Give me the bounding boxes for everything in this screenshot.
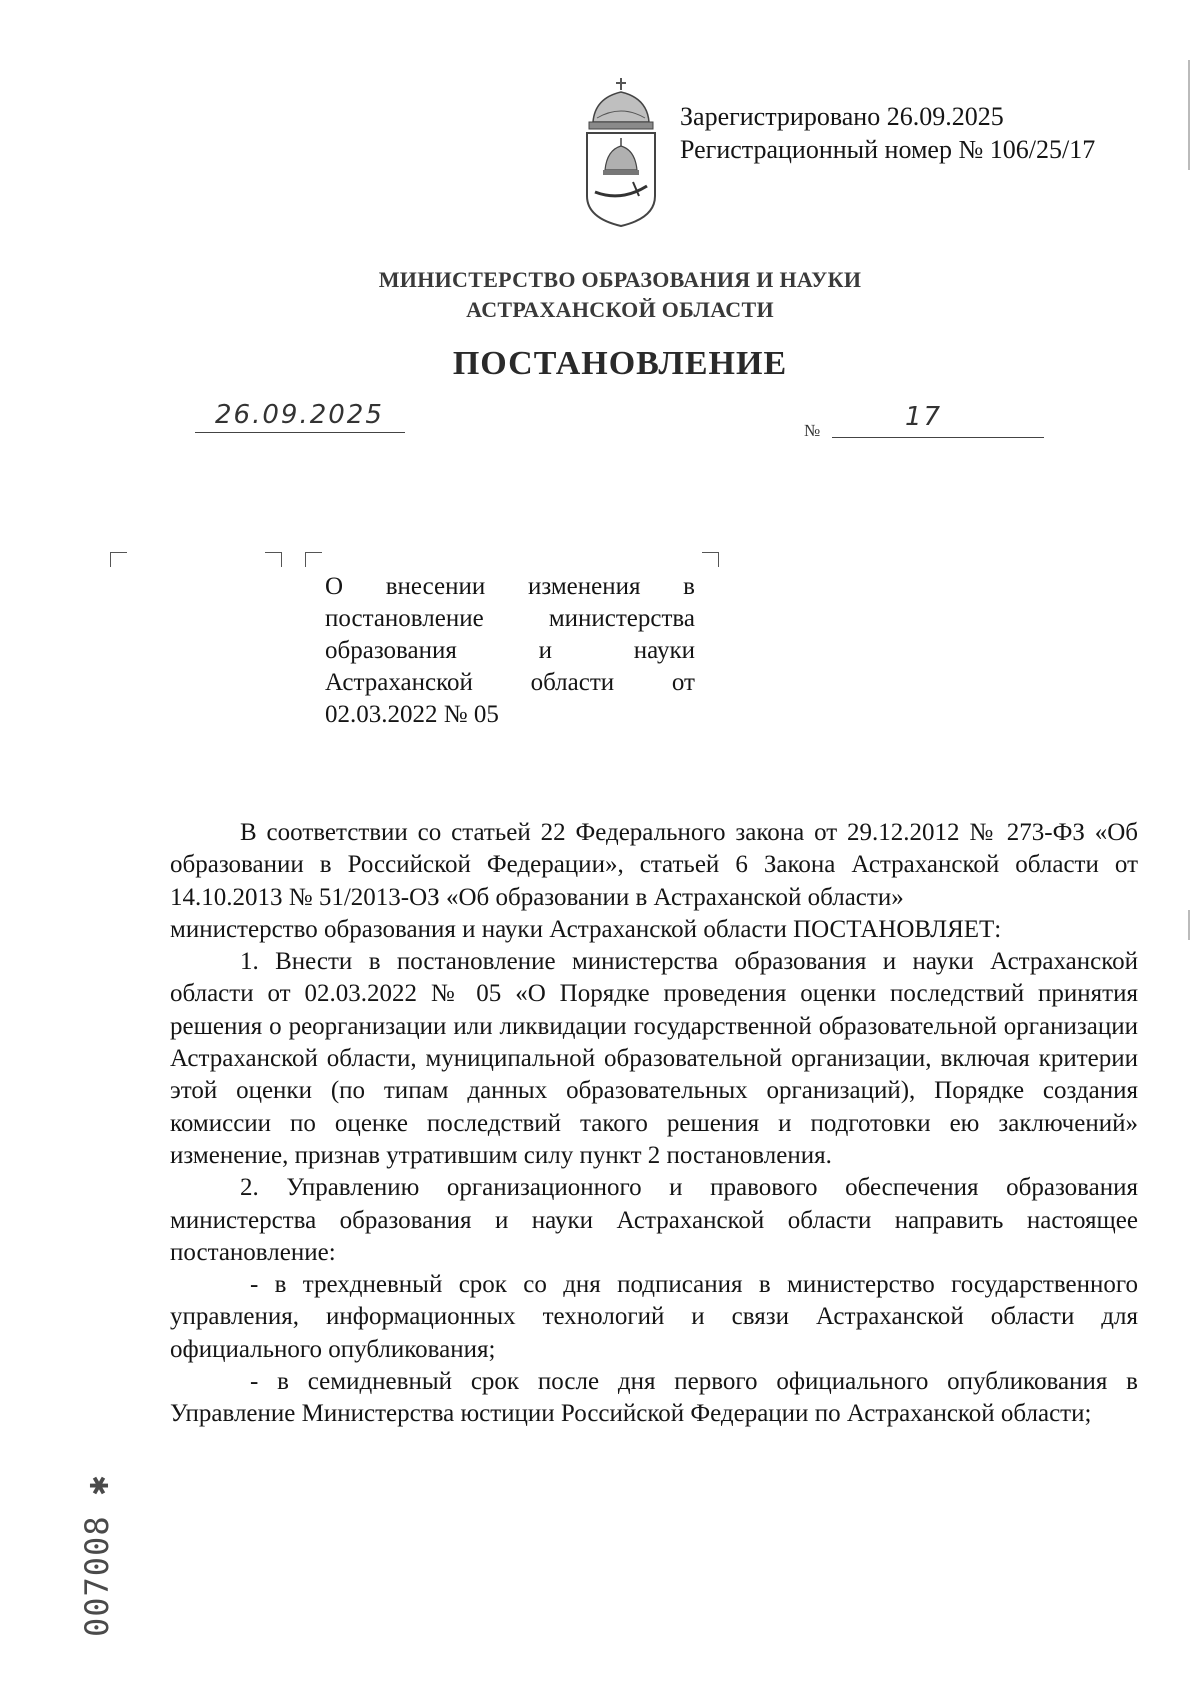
body-item-2-a: - в трехдневный срок со дня подписания в министерство государственного управления, информационных технологий и связи Астраханской области для официального опубликования; <box>170 1271 1138 1363</box>
document-body <box>170 817 1138 1431</box>
coat-of-arms-icon <box>583 78 659 228</box>
body-item-1: 1. Внести в постановление министерства образования и науки Астраханской области от 02.03.2022 № 05 «О Порядке проведения оценки последствий принятия решения о реорганизации или ликвидации государственной образовательной организации Астраханской области, муниципальной образовательной организации, включая критерии этой оценки (по типам данных образовательных организаций), Порядке создания комиссии по оценке последствий такого решения и подготовки ею заключений» изменение, признав утратившим силу пункт 2 постановления. <box>170 948 1138 1169</box>
document-type-title: ПОСТАНОВЛЕНИЕ <box>452 345 788 382</box>
body-item-2-b: - в семидневный срок после дня первого официального опубликования в Управление Министерства юстиции Российской Федерации по Астраханской области; <box>170 1368 1138 1428</box>
date-underline <box>195 432 405 433</box>
ministry-name-line1: МИНИСТЕРСТВО ОБРАЗОВАНИЯ И НАУКИ <box>378 267 862 292</box>
document-date: 26.09.2025 <box>215 400 384 430</box>
serial-stamp <box>77 1380 117 1637</box>
corner-mark <box>265 552 282 567</box>
body-resolves: министерство образования и науки Астраханской области ПОСТАНОВЛЯЕТ: <box>170 915 1002 943</box>
scan-edge-mark <box>1188 910 1190 940</box>
registration-date: Зарегистрировано 26.09.2025 <box>680 102 1004 131</box>
corner-mark <box>305 552 322 567</box>
corner-mark <box>702 552 719 567</box>
number-sign: № <box>804 421 821 440</box>
ministry-name <box>0 265 1200 325</box>
body-preamble: В соответствии со статьей 22 Федерального закона от 29.12.2012 № 273-ФЗ «Об образовании в Российской Федерации», статьей 6 Закона Астраханской области от 14.10.2013 № 51/2013-ОЗ «Об образовании в Астраханской области» <box>170 819 1138 911</box>
corner-mark <box>110 552 127 567</box>
document-number: 17 <box>905 402 943 432</box>
registration-number: Регистрационный номер № 106/25/17 <box>680 135 1096 164</box>
number-underline <box>832 437 1044 438</box>
document-subject: О внесении изменения в постановление министерства образования и науки Астраханской области от 02.03.2022 № 05 <box>325 573 695 728</box>
body-item-2: 2. Управлению организационного и правового обеспечения образования министерства образования и науки Астраханской области направить настоящее постановление: <box>170 1174 1138 1266</box>
serial-stamp-text: 007008 ✱ <box>78 1474 116 1637</box>
ministry-name-line2: АСТРАХАНСКОЙ ОБЛАСТИ <box>466 297 774 322</box>
registration-block <box>680 100 1095 166</box>
scan-edge-mark <box>1188 60 1190 170</box>
